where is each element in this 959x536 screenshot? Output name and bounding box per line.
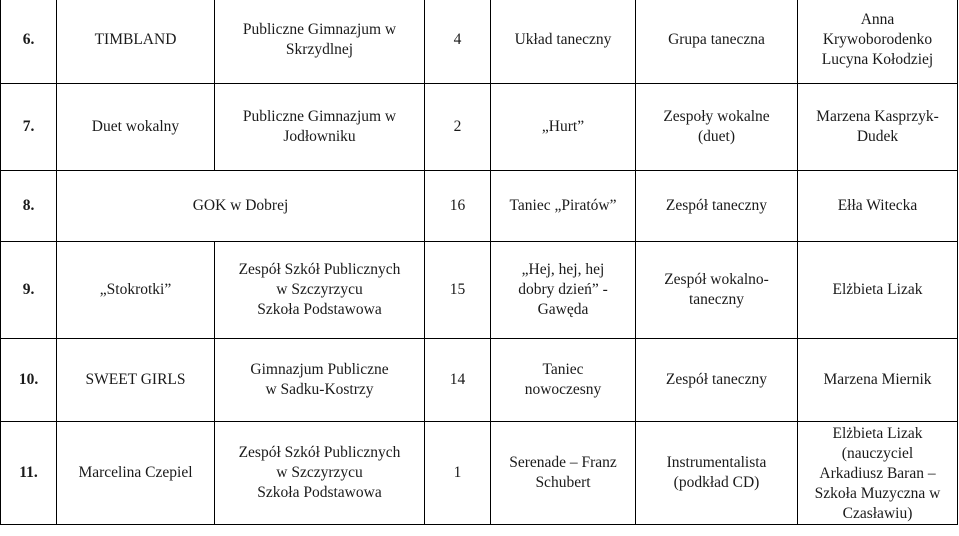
school-name: Zespół Szkół Publicznych w Szczyrzycu Szkoła Podstawowa <box>215 422 425 525</box>
participant-count: 14 <box>425 339 491 422</box>
teacher-name: Marzena Kasprzyk- Dudek <box>798 84 958 171</box>
category: Grupa taneczna <box>636 0 798 84</box>
table-row <box>1 422 958 525</box>
teacher-name: Elżbieta Lizak (nauczyciel Arkadiusz Baran – Szkoła Muzyczna w Czasławiu) <box>798 422 958 525</box>
teacher-name: Elżbieta Lizak <box>798 242 958 339</box>
participant-name: GOK w Dobrej <box>57 171 425 242</box>
participant-name: Duet wokalny <box>57 84 215 171</box>
row-number: 11. <box>1 422 57 525</box>
school-name: Publiczne Gimnazjum w Skrzydlnej <box>215 0 425 84</box>
performance-title: „Hej, hej, hej dobry dzień” - Gawęda <box>491 242 636 339</box>
school-name: Publiczne Gimnazjum w Jodłowniku <box>215 84 425 171</box>
participant-count: 15 <box>425 242 491 339</box>
performance-title: Taniec nowoczesny <box>491 339 636 422</box>
row-number: 7. <box>1 84 57 171</box>
table-row <box>1 242 958 339</box>
teacher-name: Marzena Miernik <box>798 339 958 422</box>
row-number: 9. <box>1 242 57 339</box>
category: Zespoły wokalne (duet) <box>636 84 798 171</box>
performance-title: „Hurt” <box>491 84 636 171</box>
participant-count: 2 <box>425 84 491 171</box>
performance-title: Taniec „Piratów” <box>491 171 636 242</box>
participant-name: TIMBLAND <box>57 0 215 84</box>
teacher-name: Ełła Witecka <box>798 171 958 242</box>
table-row <box>1 339 958 422</box>
participant-name: SWEET GIRLS <box>57 339 215 422</box>
table-row <box>1 0 958 84</box>
table-row <box>1 171 958 242</box>
category: Zespół taneczny <box>636 171 798 242</box>
category: Instrumentalista (podkład CD) <box>636 422 798 525</box>
school-name: Zespół Szkół Publicznych w Szczyrzycu Szkoła Podstawowa <box>215 242 425 339</box>
participant-count: 4 <box>425 0 491 84</box>
participant-count: 16 <box>425 171 491 242</box>
row-number: 8. <box>1 171 57 242</box>
performance-title: Serenade – Franz Schubert <box>491 422 636 525</box>
row-number: 10. <box>1 339 57 422</box>
school-name: Gimnazjum Publiczne w Sadku-Kostrzy <box>215 339 425 422</box>
participant-name: Marcelina Czepiel <box>57 422 215 525</box>
row-number: 6. <box>1 0 57 84</box>
participant-count: 1 <box>425 422 491 525</box>
teacher-name: Anna Krywoborodenko Lucyna Kołodziej <box>798 0 958 84</box>
participant-name: „Stokrotki” <box>57 242 215 339</box>
category: Zespół taneczny <box>636 339 798 422</box>
performance-title: Układ taneczny <box>491 0 636 84</box>
table-row <box>1 84 958 171</box>
category: Zespół wokalno- taneczny <box>636 242 798 339</box>
